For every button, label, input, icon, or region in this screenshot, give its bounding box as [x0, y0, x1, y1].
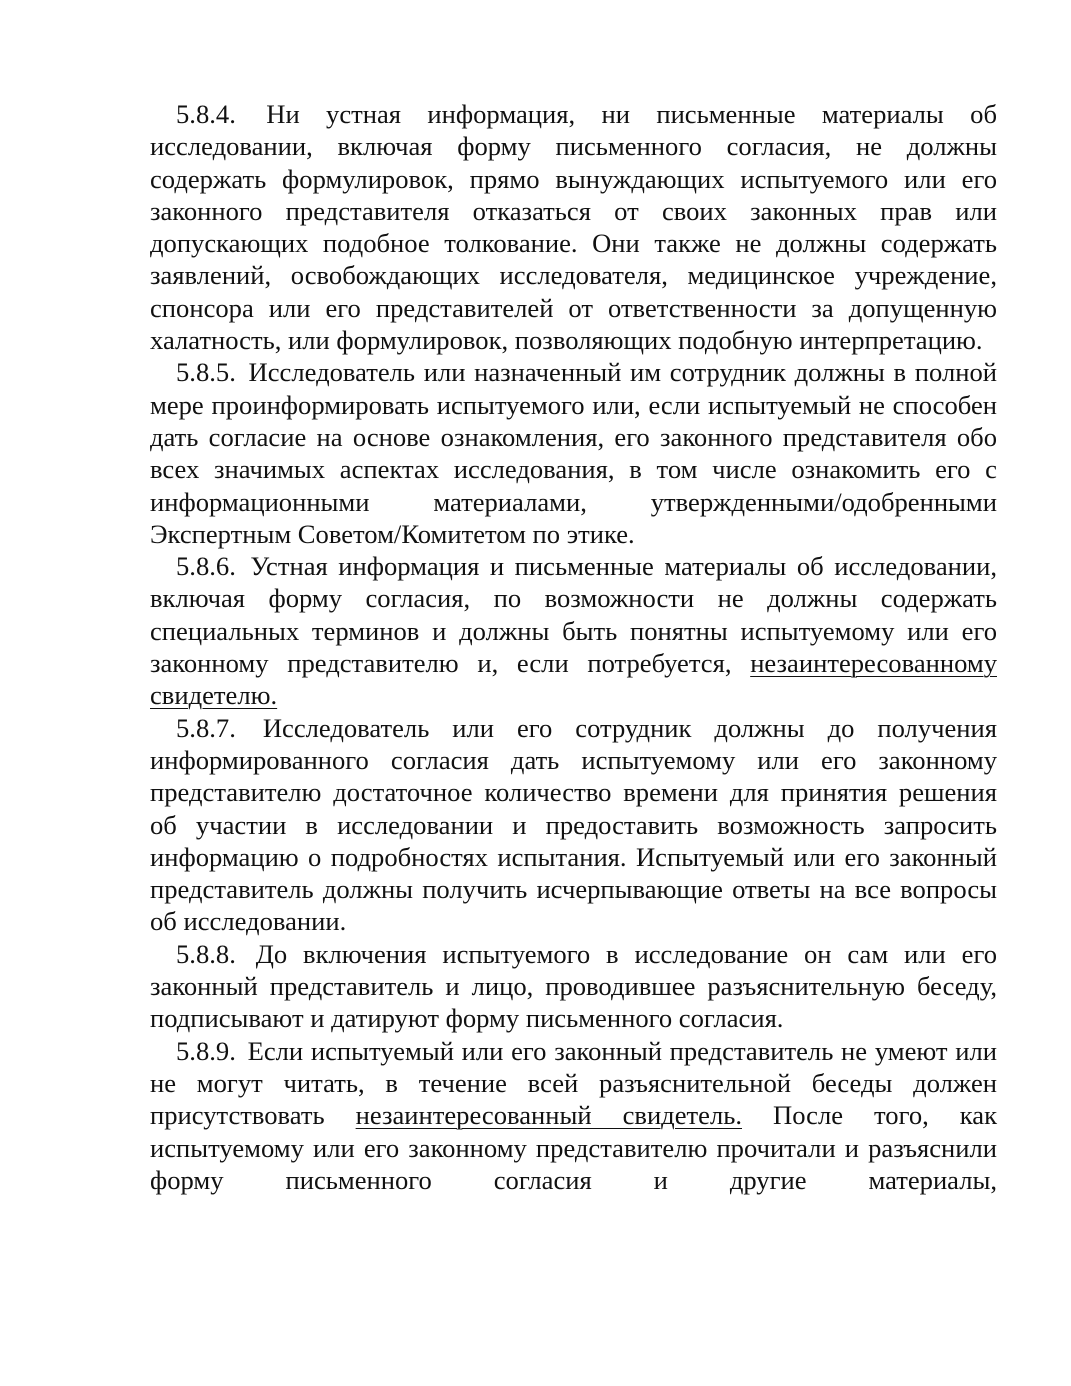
- paragraph-text: Если испытуемый или его законный представитель не умеют или не могут читать, в течение всей разъяснительной беседы должен присутствовать: [150, 1035, 997, 1131]
- paragraph-text: Исследователь или его сотрудник должны до получения информированного согласия дать испытуемому или его законному представителю достаточное количество времени для принятия решения об участии в исследовании и предоставить возможность запросить информацию о подробностях испытания. Испытуемый или его законный представитель должны получить исчерпывающие ответы на все вопросы об исследовании.: [150, 712, 998, 937]
- paragraph-5-8-8: [150, 938, 997, 1035]
- paragraph-text: Устная информация и письменные материалы об исследовании, включая форму согласия, по возможности не должны содержать специальных терминов и должны быть понятны испытуемому или его законному представителю и, если потребуется,: [150, 551, 997, 679]
- paragraph-text-continued: После того, как испытуемому или его законному представителю прочитали и разъяснили форму письменного согласия и другие материалы,: [150, 1100, 997, 1195]
- paragraph-number: 5.8.4.: [176, 99, 236, 129]
- paragraph-5-8-4: [150, 98, 997, 356]
- underlined-term: незаинтересованному свидетелю.: [150, 648, 997, 711]
- document-page: [150, 98, 997, 1196]
- paragraph-5-8-5: [150, 356, 997, 550]
- paragraph-5-8-7: [150, 712, 997, 938]
- paragraph-text: До включения испытуемого в исследование он сам или его законный представитель и лицо, проводившее разъяснительную беседу, подписывают и датируют форму письменного согласия.: [150, 938, 997, 1034]
- paragraph-5-8-9: [150, 1035, 997, 1196]
- paragraph-number: 5.8.7.: [176, 712, 236, 743]
- paragraph-number: 5.8.8.: [176, 938, 236, 969]
- paragraph-5-8-6: [150, 550, 997, 711]
- paragraph-number: 5.8.9.: [176, 1035, 236, 1066]
- paragraph-number: 5.8.5.: [176, 357, 236, 388]
- paragraph-number: 5.8.6.: [176, 551, 236, 582]
- paragraph-text: Ни устная информация, ни письменные материалы об исследовании, включая форму письменного согласия, не должны содержать формулировок, прямо вынуждающих испытуемого или его законного представителя отказаться от своих законных прав или допускающих подобное толкование. Они также не должны содержать заявлений, освобождающих исследователя, медицинское учреждение, спонсора или его представителей от ответственности за допущенную халатность, или формулировок, позволяющих подобную интерпретацию.: [150, 99, 997, 356]
- underlined-term: незаинтересованный свидетель.: [355, 1100, 742, 1131]
- paragraph-text: Исследователь или назначенный им сотрудник должны в полной мере проинформировать испытуемого или, если испытуемый не способен дать согласие на основе ознакомления, его законного представителя обо всех значимых аспектах исследования, в том числе ознакомить его с информационными материалами, утвержденными/одобренными Экспертным Советом/Комитетом по этике.: [150, 357, 997, 549]
